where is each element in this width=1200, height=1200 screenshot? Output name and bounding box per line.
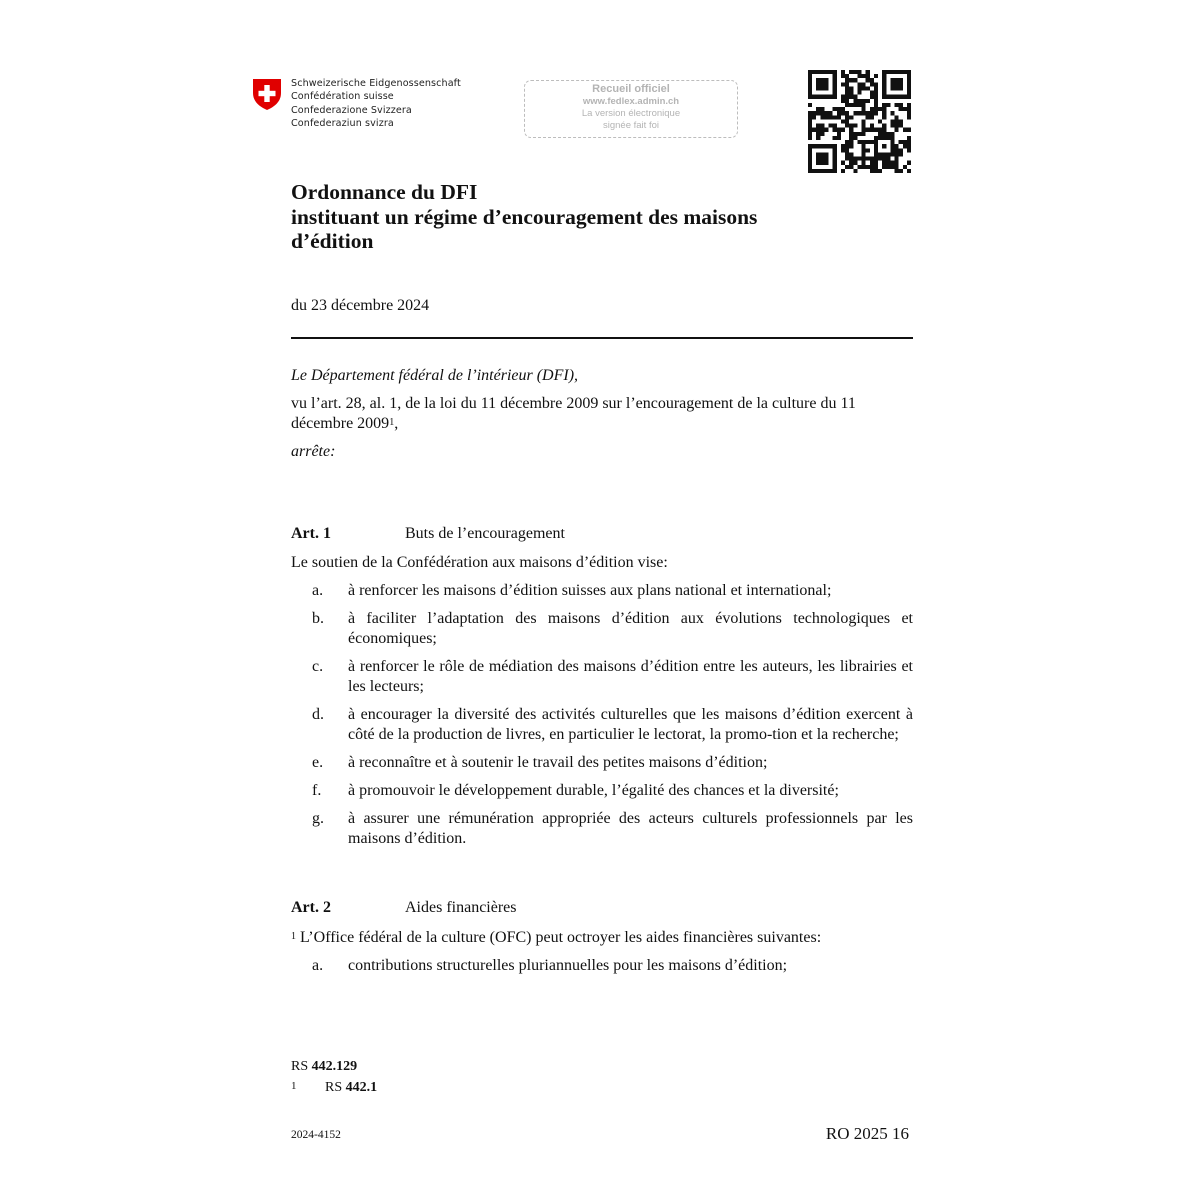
stamp-url: www.fedlex.admin.ch [582, 96, 680, 107]
footnote-prefix: RS [325, 1080, 343, 1095]
stamp-line-2: signée fait foi [603, 120, 659, 131]
list-item-text: à reconnaître et à soutenir le travail des petites maisons d’édition; [348, 754, 768, 771]
swiss-cross-shield-icon [252, 78, 282, 111]
article-2-title: Aides financières [405, 899, 517, 916]
list-item [291, 781, 913, 801]
list-item-letter: b. [312, 610, 324, 627]
footnote-1 [291, 1080, 377, 1096]
document-title [291, 180, 891, 254]
document-date: du 23 décembre 2024 [291, 297, 430, 314]
list-item-text: à renforcer le rôle de médiation des maisons d’édition entre les auteurs, les librairies et les lecteurs; [348, 658, 913, 695]
article-2-number: Art. 2 [291, 899, 331, 916]
preamble-basis-text: vu l’art. 28, al. 1, de la loi du 11 décembre 2009 sur l’encouragement de la culture du 11 décembre 2009 [291, 395, 856, 432]
paragraph-number: 1 [291, 931, 296, 942]
list-item [291, 657, 913, 697]
title-line-2: instituant un régime d’encouragement des maisons [291, 204, 758, 229]
article-1-number: Art. 1 [291, 525, 331, 542]
article-1-list [291, 581, 913, 857]
list-item-text: à assurer une rémunération appropriée des acteurs culturels professionnels par les maisons d’édition. [348, 810, 913, 847]
administration-names [291, 77, 461, 130]
list-item-text: à faciliter l’adaptation des maisons d’édition aux évolutions technologiques et économiques; [348, 610, 913, 647]
list-item-letter: g. [312, 810, 324, 827]
list-item [291, 581, 913, 601]
list-item-text: à encourager la diversité des activités culturelles que les maisons d’édition exercent à côté de la production de livres, en particulier le lectorat, la promo-tion et la recherche; [348, 706, 913, 743]
stamp-title: Recueil officiel [592, 83, 670, 95]
list-item-text: à renforcer les maisons d’édition suisses aux plans national et international; [348, 582, 832, 599]
preamble [291, 366, 913, 462]
list-item [291, 956, 913, 976]
admin-name-rm: Confederaziun svizra [291, 117, 394, 129]
stamp-line-1: La version électronique [581, 108, 681, 119]
rs-prefix: RS [291, 1059, 309, 1074]
list-item-text: contributions structurelles pluriannuelles pour les maisons d’édition; [348, 957, 788, 974]
document-id: 2024-4152 [291, 1129, 341, 1141]
article-2-heading [291, 899, 517, 917]
list-item-text: à promouvoir le développement durable, l’égalité des chances et la diversité; [348, 782, 839, 799]
list-item [291, 705, 913, 745]
list-item-letter: c. [312, 658, 324, 675]
footnote-ref-1[interactable]: 1 [389, 417, 395, 428]
preamble-basis-end: , [394, 415, 399, 432]
preamble-decree: arrête: [291, 443, 336, 460]
article-1-heading [291, 525, 565, 543]
list-item-letter: f. [312, 782, 322, 799]
footnote-number: 1 [291, 1080, 297, 1092]
article-2-list [291, 956, 913, 984]
official-compilation-stamp [524, 80, 738, 138]
admin-name-it: Confederazione Svizzera [291, 104, 412, 116]
article-2-intro [291, 928, 913, 948]
rs-reference [291, 1059, 357, 1075]
qr-code-icon [808, 70, 911, 173]
footnote-rs-number[interactable]: 442.1 [345, 1080, 378, 1095]
list-item-letter: a. [312, 957, 324, 974]
title-line-1: Ordonnance du DFI [291, 180, 478, 204]
admin-name-fr: Confédération suisse [291, 91, 394, 103]
ro-reference: RO 2025 16 [825, 1124, 909, 1143]
list-item [291, 609, 913, 649]
list-item [291, 753, 913, 773]
article-1-intro: Le soutien de la Confédération aux maisons d’édition vise: [291, 554, 668, 571]
list-item [291, 809, 913, 849]
preamble-basis [291, 394, 913, 434]
rs-number: 442.129 [311, 1059, 358, 1074]
article-2-intro-text: L’Office fédéral de la culture (OFC) peut octroyer les aides financières suivantes: [296, 929, 822, 946]
title-line-3: d’édition [291, 229, 374, 253]
title-divider [291, 337, 913, 339]
admin-name-de: Schweizerische Eidgenossenschaft [291, 78, 461, 89]
preamble-authority: Le Département fédéral de l’intérieur (DFI), [291, 367, 579, 384]
article-1-title: Buts de l’encouragement [405, 525, 565, 542]
list-item-letter: d. [312, 706, 324, 723]
list-item-letter: e. [312, 754, 324, 771]
list-item-letter: a. [312, 582, 324, 599]
